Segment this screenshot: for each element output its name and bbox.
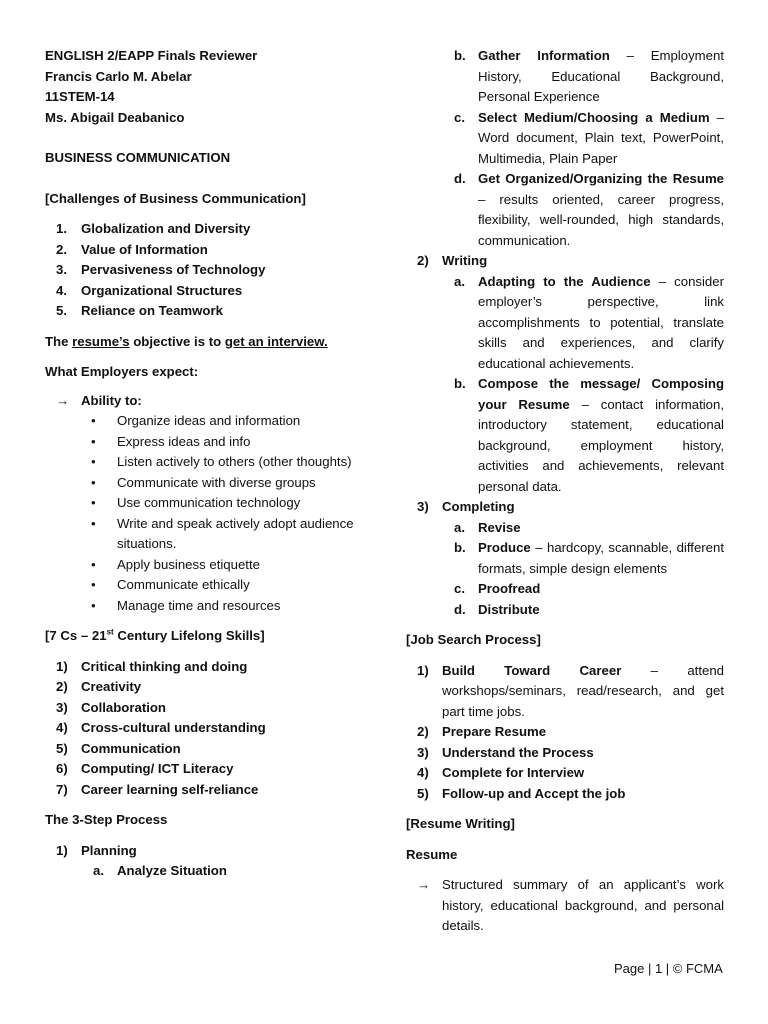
planning-sublist-cont bbox=[442, 46, 724, 251]
list-item: d. Get Organized/Organizing the Resume – results oriented, career progress, flexibility, well-rounded, high standards, communication. bbox=[454, 171, 724, 248]
section-title: BUSINESS COMMUNICATION bbox=[45, 150, 231, 165]
writing-sublist bbox=[442, 272, 724, 498]
header-section: 11STEM-14 bbox=[45, 89, 115, 104]
list-item: 2) Writing bbox=[417, 253, 488, 268]
header-author: Francis Carlo M. Abelar bbox=[45, 68, 192, 84]
list-item: • Listen actively to others (other thoughts) bbox=[91, 454, 352, 469]
list-item: 1) Critical thinking and doing bbox=[56, 658, 248, 674]
list-item: 3) Collaboration bbox=[56, 699, 166, 715]
list-item: b. Compose the message/ Composing your Resume – contact information, introductory statement, educational background, employment history, activities and achievements, relevant personal data. bbox=[454, 376, 724, 494]
list-item: • Organize ideas and information bbox=[91, 413, 301, 428]
list-item: 3) Understand the Process bbox=[417, 744, 594, 760]
list-item: 2. Value of Information bbox=[56, 241, 208, 257]
ability-line: → Ability to: bbox=[45, 391, 370, 412]
list-item: 3. Pervasiveness of Technology bbox=[56, 262, 266, 277]
list-item: • Apply business etiquette bbox=[91, 556, 260, 572]
left-column bbox=[45, 46, 370, 882]
resume-definition: → Structured summary of an applicant’s work history, educational background, and personal details. bbox=[406, 875, 724, 937]
writing-step bbox=[406, 251, 724, 272]
list-item: 4) Complete for Interview bbox=[417, 765, 585, 780]
sevencs-heading: [7 Cs – 21st Century Lifelong Skills] bbox=[45, 627, 265, 643]
list-item: 1. Globalization and Diversity bbox=[56, 221, 251, 236]
list-item: 4) Cross-cultural understanding bbox=[56, 720, 266, 735]
list-item: c. Select Medium/Choosing a Medium – Word document, Plain text, PowerPoint, Multimedia, Plain Paper bbox=[454, 109, 724, 166]
list-item: 2) Creativity bbox=[56, 679, 142, 694]
list-item: a. Revise bbox=[454, 519, 521, 535]
list-item: • Manage time and resources bbox=[91, 597, 281, 613]
list-item: • Express ideas and info bbox=[91, 433, 251, 449]
list-item: 5) Communication bbox=[56, 740, 181, 756]
right-column bbox=[406, 46, 724, 937]
arrow-icon: → bbox=[417, 877, 431, 892]
list-item: • Communicate ethically bbox=[91, 577, 250, 592]
sevencs-list bbox=[45, 657, 370, 801]
objective-statement: The resume’s objective is to get an interview. bbox=[45, 333, 328, 349]
challenges-heading: [Challenges of Business Communication] bbox=[45, 190, 306, 206]
completing-step bbox=[406, 497, 724, 518]
list-item: d. Distribute bbox=[454, 601, 540, 617]
arrow-icon: → bbox=[56, 392, 70, 408]
job-search-heading: [Job Search Process] bbox=[406, 632, 541, 647]
three-step-list-start bbox=[45, 841, 370, 862]
list-item: c. Proofread bbox=[454, 581, 541, 596]
document-header bbox=[45, 46, 370, 128]
list-item: 5) Follow-up and Accept the job bbox=[417, 785, 626, 801]
job-search-list bbox=[406, 661, 724, 805]
header-teacher: Ms. Abigail Deabanico bbox=[45, 109, 185, 125]
list-item: • Communicate with diverse groups bbox=[91, 474, 316, 490]
list-item: 1) Build Toward Career – attend workshops/seminars, read/research, and get part time jobs. bbox=[417, 662, 724, 719]
header-title: ENGLISH 2/EAPP Finals Reviewer bbox=[45, 48, 258, 63]
list-item: 2) Prepare Resume bbox=[417, 724, 547, 739]
list-item: • Use communication technology bbox=[91, 495, 301, 510]
three-step-heading: The 3-Step Process bbox=[45, 812, 168, 827]
list-item: b. Produce – hardcopy, scannable, different formats, simple design elements bbox=[454, 540, 724, 576]
resume-term: Resume bbox=[406, 846, 458, 862]
list-item: b. Gather Information – Employment History, Educational Background, Personal Experience bbox=[454, 48, 724, 104]
list-item: 5. Reliance on Teamwork bbox=[56, 303, 223, 318]
completing-sublist bbox=[442, 518, 724, 621]
list-item: 6) Computing/ ICT Literacy bbox=[56, 761, 234, 776]
employers-heading: What Employers expect: bbox=[45, 364, 199, 379]
planning-sublist bbox=[81, 861, 370, 882]
list-item: 4. Organizational Structures bbox=[56, 282, 243, 298]
list-item: • Write and speak actively adopt audience situations. bbox=[91, 515, 354, 551]
challenges-list bbox=[45, 219, 370, 322]
list-item: 7) Career learning self-reliance bbox=[56, 781, 259, 797]
list-item: 1) Planning bbox=[56, 842, 137, 858]
list-item: a. Adapting to the Audience – consider employer’s perspective, link accomplishments to potential, translate skills and experiences, and clarify educational achievements. bbox=[454, 273, 724, 371]
employers-list bbox=[81, 411, 370, 616]
list-item: 3) Completing bbox=[417, 499, 515, 514]
resume-writing-heading: [Resume Writing] bbox=[406, 816, 515, 831]
list-item: a. Analyze Situation bbox=[93, 863, 227, 878]
page-footer: Page | 1 | © FCMA bbox=[614, 961, 723, 976]
